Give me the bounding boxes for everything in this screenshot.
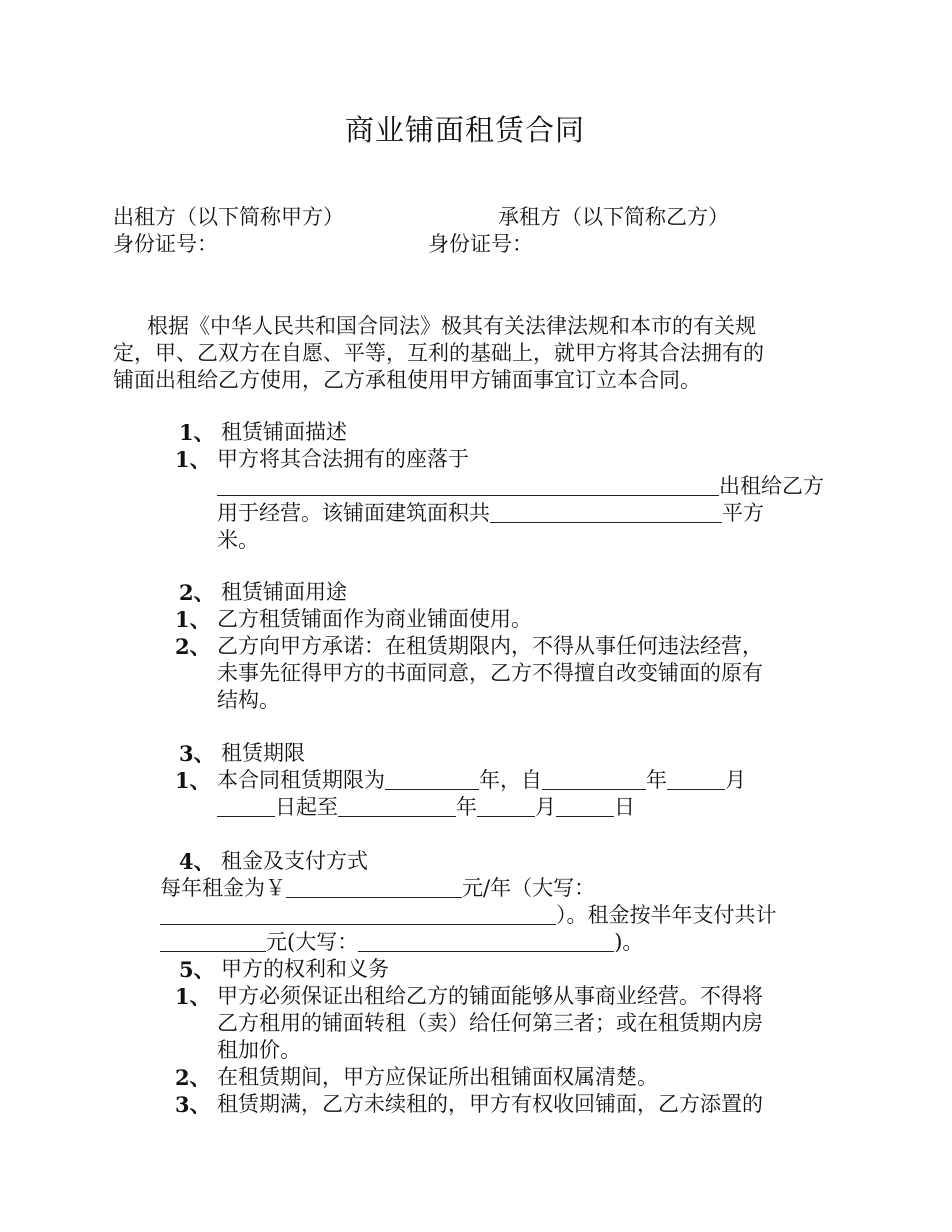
section-5-heading: 甲方的权利和义务: [221, 957, 389, 981]
intro-line-1: 根据《中华人民共和国合同法》极其有关法律法规和本市的有关规: [147, 314, 756, 338]
intro-line-2: 定，甲、乙双方在自愿、平等，互利的基础上，就甲方将其合法拥有的: [113, 341, 764, 365]
s5-item-2-text: 在租赁期间，甲方应保证所出租铺面权属清楚。: [217, 1065, 658, 1089]
section-4-number: 4、: [179, 849, 215, 874]
s2-item-2-number: 2、: [175, 634, 211, 659]
term-years-blank[interactable]: [385, 768, 479, 790]
s2-item-1-text: 乙方租赁铺面作为商业铺面使用。: [217, 607, 532, 631]
s4-line-3: 元(大写： )。: [160, 929, 643, 956]
annual-rent-words-blank[interactable]: [160, 903, 556, 925]
section-1-number: 1、: [179, 420, 215, 445]
s2-item-2-line-3: 结构。: [217, 688, 280, 712]
s4-line-2: ）。租金按半年支付共计: [160, 902, 777, 929]
s5-item-3-text: 租赁期满，乙方未续租的，甲方有权收回铺面，乙方添置的: [217, 1092, 763, 1116]
section-2-number: 2、: [179, 580, 215, 605]
s1-item-1-line-3: 用于经营。该铺面建筑面积共 平方: [217, 501, 764, 525]
section-2-heading: 租赁铺面用途: [221, 580, 347, 604]
s5-item-1-line-3: 租加价。: [217, 1038, 301, 1062]
s3-item-1-line-2: 日起至 年 月 日: [217, 794, 635, 821]
half-year-rent-words-blank[interactable]: [358, 930, 614, 952]
s1-item-1-line-2: 出租给乙方: [217, 473, 824, 500]
s2-item-2-line-2: 未事先征得甲方的书面同意，乙方不得擅自改变铺面的原有: [217, 661, 763, 685]
lessee-label: 承租方（以下简称乙方）: [498, 205, 729, 229]
start-month-blank[interactable]: [667, 768, 725, 790]
half-year-rent-blank[interactable]: [160, 930, 266, 952]
s4-line-1: 每年租金为￥ 元/年（大写：: [160, 876, 596, 900]
area-blank[interactable]: [490, 501, 722, 523]
end-month-blank[interactable]: [477, 795, 535, 817]
s2-item-1-number: 1、: [175, 607, 211, 632]
intro-line-3: 铺面出租给乙方使用，乙方承租使用甲方铺面事宜订立本合同。: [113, 368, 701, 392]
section-3-heading: 租赁期限: [221, 741, 305, 765]
end-year-blank[interactable]: [338, 795, 456, 817]
page-title: 商业铺面租赁合同: [345, 113, 586, 147]
s5-item-1-line-1: 甲方必须保证出租给乙方的铺面能够从事商业经营。不得将: [217, 984, 763, 1008]
section-1-heading: 租赁铺面描述: [221, 420, 347, 444]
annual-rent-blank[interactable]: [286, 876, 462, 898]
s5-item-1-number: 1、: [175, 984, 211, 1009]
s5-item-3-number: 3、: [175, 1092, 211, 1117]
s3-item-1-number: 1、: [175, 768, 211, 793]
s5-item-1-line-2: 乙方租用的铺面转租（卖）给任何第三者；或在租赁期内房: [217, 1011, 763, 1035]
section-5-number: 5、: [179, 957, 215, 982]
lessee-id-label: 身份证号：: [428, 232, 533, 256]
section-3-number: 3、: [179, 741, 215, 766]
s5-item-2-number: 2、: [175, 1065, 211, 1090]
start-year-blank[interactable]: [542, 768, 646, 790]
location-blank[interactable]: [217, 474, 719, 496]
s1-item-1-number: 1、: [175, 447, 211, 472]
s3-item-1-line-1: 本合同租赁期限为 年，自 年 月: [217, 768, 746, 792]
s1-item-1-line-1: 甲方将其合法拥有的座落于: [217, 447, 469, 471]
s2-item-2-line-1: 乙方向甲方承诺：在租赁期限内，不得从事任何违法经营，: [217, 634, 763, 658]
start-day-blank[interactable]: [217, 795, 275, 817]
section-4-heading: 租金及支付方式: [221, 849, 368, 873]
s1-item-1-line-4: 米。: [217, 528, 259, 552]
lessor-label: 出租方（以下简称甲方）: [113, 205, 344, 229]
lessor-id-label: 身份证号：: [113, 232, 218, 256]
end-day-blank[interactable]: [556, 795, 614, 817]
